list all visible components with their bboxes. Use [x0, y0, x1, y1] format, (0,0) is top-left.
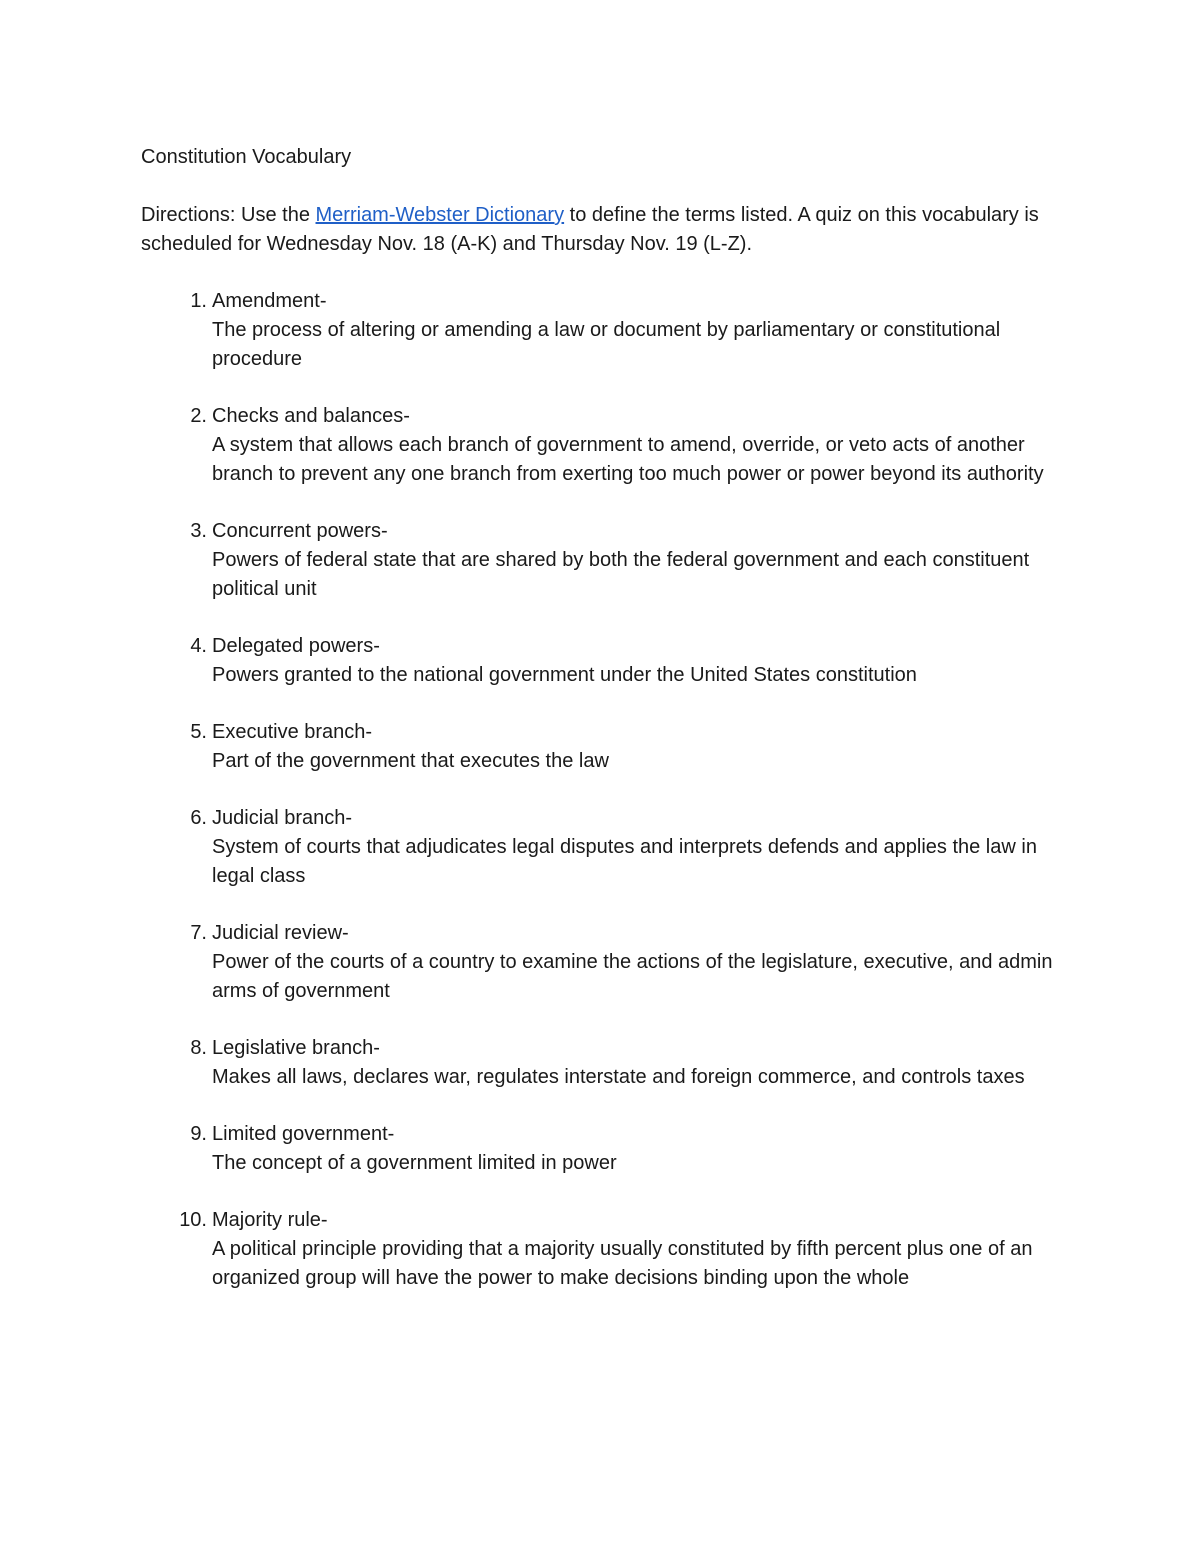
item-number: 2.	[190, 405, 207, 427]
vocab-item-delegated-powers	[141, 632, 1061, 690]
item-number: 3.	[190, 520, 207, 542]
item-number: 5.	[190, 721, 207, 743]
vocab-item-majority-rule	[141, 1206, 1061, 1293]
vocab-definition: Powers of federal state that are shared by both the federal government and each constituent political unit	[212, 549, 1030, 600]
vocab-definition: Power of the courts of a country to examine the actions of the legislature, executive, and admin arms of government	[212, 951, 1053, 1002]
item-number: 7.	[190, 922, 207, 944]
document-title: Constitution Vocabulary	[141, 146, 352, 168]
vocab-item-limited-government	[141, 1120, 1061, 1178]
vocab-term: Executive branch-	[212, 721, 373, 743]
vocab-definition: The concept of a government limited in power	[212, 1152, 617, 1174]
directions-suffix: to define the terms listed. A quiz on this vocabulary is scheduled for Wednesday Nov. 18 (A-K) and Thursday Nov. 19 (L-Z).	[141, 204, 1039, 255]
vocab-term: Legislative branch-	[212, 1037, 380, 1059]
vocab-item-amendment	[141, 287, 1061, 374]
vocab-item-concurrent-powers	[141, 517, 1061, 604]
item-number: 4.	[190, 635, 207, 657]
item-number: 8.	[190, 1037, 207, 1059]
item-number: 6.	[190, 807, 207, 829]
item-number: 9.	[190, 1123, 207, 1145]
vocabulary-list	[141, 287, 1061, 1293]
vocab-term: Checks and balances-	[212, 405, 410, 427]
vocab-definition: Powers granted to the national government under the United States constitution	[212, 664, 917, 686]
vocab-item-judicial-branch	[141, 804, 1061, 891]
vocab-term: Judicial branch-	[212, 807, 353, 829]
item-number: 1.	[190, 290, 207, 312]
vocab-definition: Part of the government that executes the law	[212, 750, 609, 772]
vocab-term: Concurrent powers-	[212, 520, 388, 542]
directions-paragraph	[141, 201, 1061, 259]
vocab-term: Delegated powers-	[212, 635, 380, 657]
vocab-item-executive-branch	[141, 718, 1061, 776]
vocab-term: Majority rule-	[212, 1209, 328, 1231]
vocab-term: Judicial review-	[212, 922, 349, 944]
directions-prefix: Directions: Use the	[141, 204, 316, 226]
vocab-definition: A system that allows each branch of government to amend, override, or veto acts of another branch to prevent any one branch from exerting too much power or power beyond its authority	[212, 434, 1044, 485]
vocab-item-legislative-branch	[141, 1034, 1061, 1092]
vocab-definition: System of courts that adjudicates legal disputes and interprets defends and applies the law in legal class	[212, 836, 1037, 887]
item-number: 10.	[179, 1209, 207, 1231]
vocab-definition: A political principle providing that a majority usually constituted by fifth percent plus one of an organized group will have the power to make decisions binding upon the whole	[212, 1238, 1033, 1289]
vocab-item-judicial-review	[141, 919, 1061, 1006]
vocab-term: Amendment-	[212, 290, 327, 312]
vocab-definition: Makes all laws, declares war, regulates interstate and foreign commerce, and controls taxes	[212, 1066, 1025, 1088]
merriam-webster-link[interactable]: Merriam-Webster Dictionary	[315, 204, 565, 226]
document-body	[141, 143, 1061, 1321]
vocab-item-checks-and-balances	[141, 402, 1061, 489]
vocab-term: Limited government-	[212, 1123, 395, 1145]
vocab-definition: The process of altering or amending a law or document by parliamentary or constitutional procedure	[212, 319, 1001, 370]
